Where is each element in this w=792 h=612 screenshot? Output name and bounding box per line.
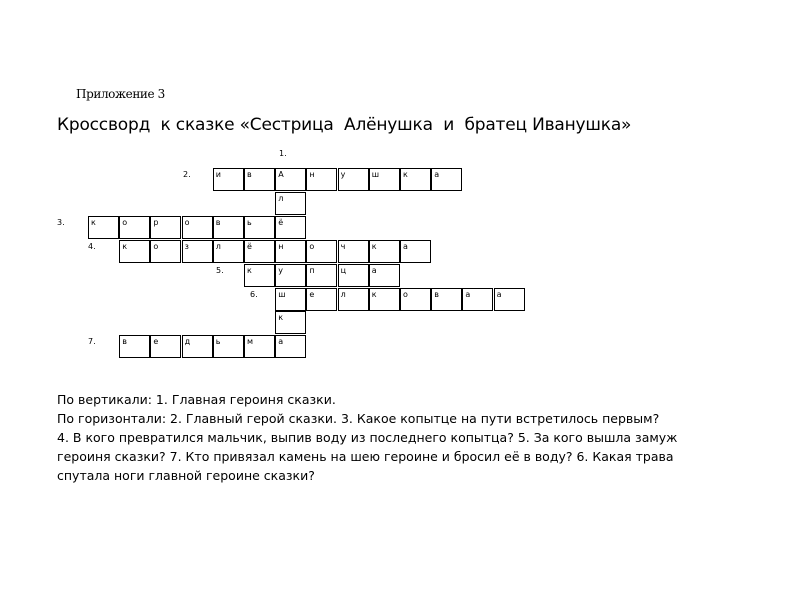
crossword-cell[interactable]: о (119, 216, 150, 239)
crossword-cell[interactable]: н (275, 240, 306, 263)
crossword-cell[interactable]: о (400, 288, 431, 311)
appendix-label: Приложение 3 (76, 87, 165, 101)
horizontal-clues: По горизонтали: 2. Главный герой сказки. 3. Какое копытце на пути встретилось первым? (57, 411, 660, 426)
clue-number-7: 7. (88, 337, 96, 347)
crossword-cell[interactable]: м (244, 335, 275, 358)
crossword-cell[interactable]: в (119, 335, 150, 358)
crossword-cell[interactable]: п (306, 264, 337, 287)
crossword-cell[interactable]: а (369, 264, 400, 287)
clue-number-5: 5. (216, 265, 224, 275)
crossword-cell[interactable]: р (150, 216, 181, 239)
crossword-cell[interactable]: ь (244, 216, 275, 239)
crossword-cell[interactable]: в (213, 216, 244, 239)
crossword-cell[interactable]: о (306, 240, 337, 263)
crossword-cell[interactable]: а (462, 288, 493, 311)
crossword-cell[interactable]: к (369, 240, 400, 263)
crossword-cell[interactable]: ч (338, 240, 369, 263)
page-title: Кроссворд к сказке «Сестрица Алёнушка и братец Иванушка» (57, 115, 632, 135)
crossword-cell[interactable]: ё (275, 216, 306, 239)
crossword-cell[interactable]: л (338, 288, 369, 311)
clue-number-1: 1. (279, 149, 287, 158)
crossword-cell[interactable]: к (400, 168, 431, 191)
crossword-cell[interactable]: л (275, 192, 306, 215)
crossword-cell[interactable]: е (150, 335, 181, 358)
clue-number-2: 2. (183, 170, 191, 179)
crossword-cell[interactable]: и (213, 168, 244, 191)
crossword-cell[interactable]: к (119, 240, 150, 263)
crossword-cell[interactable]: к (244, 264, 275, 287)
crossword-cell[interactable]: к (369, 288, 400, 311)
crossword-cell[interactable]: ш (275, 288, 306, 311)
more-clues: 4. В кого превратился мальчик, выпив воду из последнего копытца? 5. За кого вышла замуж героиня сказки? 7. Кто привязал камень на шею героине и бросил её в воду? 6. Какая трава спутала ноги главной героине сказки? (57, 430, 678, 483)
clue-number-3: 3. (57, 217, 65, 227)
crossword-cell[interactable]: д (182, 335, 213, 358)
crossword-cell[interactable]: ш (369, 168, 400, 191)
crossword-cell[interactable]: ё (244, 240, 275, 263)
crossword-cell[interactable]: а (431, 168, 462, 191)
clue-number-6: 6. (250, 289, 258, 299)
crossword-cell[interactable]: А (275, 168, 306, 191)
crossword-cell[interactable]: а (275, 335, 306, 358)
vertical-clues: По вертикали: 1. Главная героиня сказки. (57, 392, 336, 407)
crossword-cell[interactable]: о (150, 240, 181, 263)
crossword-cell[interactable]: к (275, 311, 306, 334)
crossword-cell[interactable]: л (213, 240, 244, 263)
crossword-cell[interactable]: а (494, 288, 525, 311)
crossword-cell[interactable]: е (306, 288, 337, 311)
clues-section (57, 390, 727, 485)
crossword-cell[interactable]: в (431, 288, 462, 311)
crossword-cell[interactable]: з (182, 240, 213, 263)
crossword-cell[interactable]: у (338, 168, 369, 191)
crossword-cell[interactable]: о (182, 216, 213, 239)
crossword-cell[interactable]: к (88, 216, 119, 239)
crossword-cell[interactable]: ц (338, 264, 369, 287)
crossword-cell[interactable]: в (244, 168, 275, 191)
crossword-cell[interactable]: н (306, 168, 337, 191)
crossword-cell[interactable]: ь (213, 335, 244, 358)
clue-number-4: 4. (88, 241, 96, 251)
crossword-cell[interactable]: у (275, 264, 306, 287)
crossword-cell[interactable]: а (400, 240, 431, 263)
